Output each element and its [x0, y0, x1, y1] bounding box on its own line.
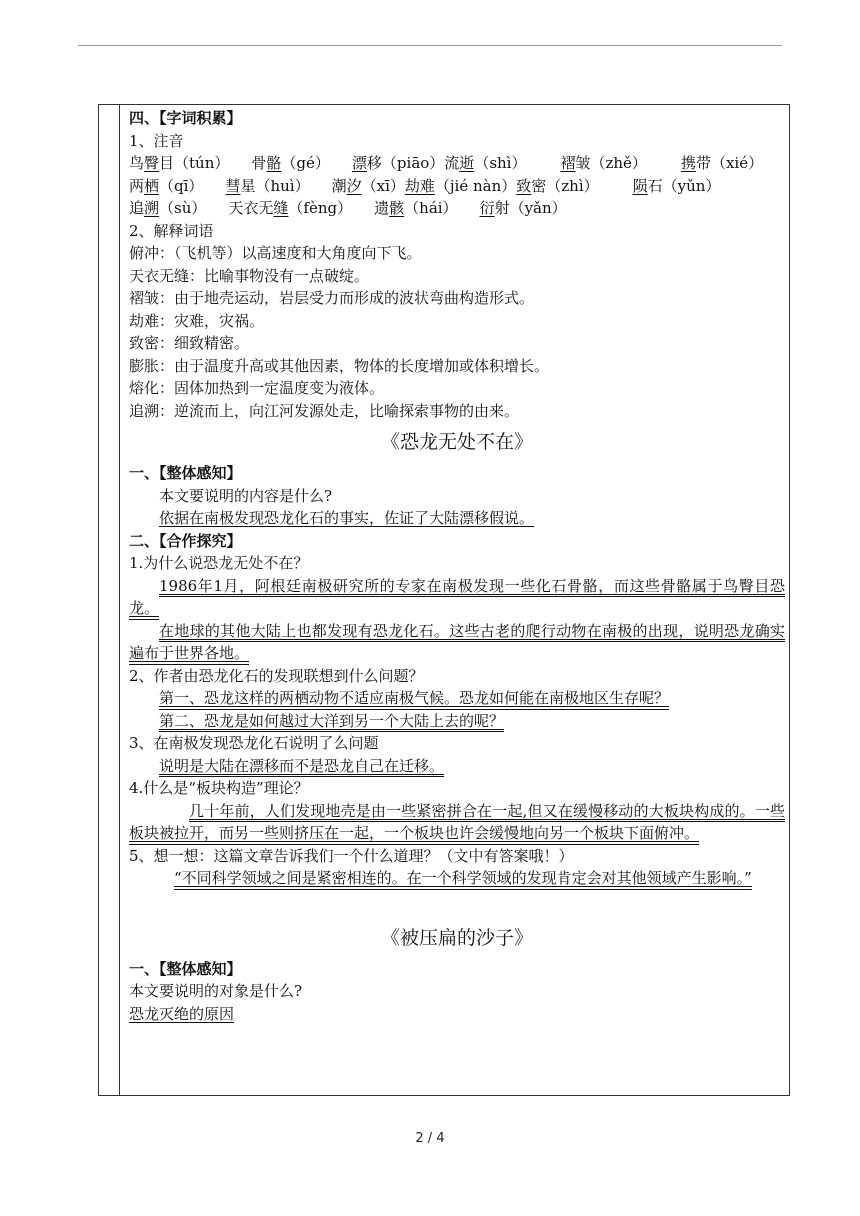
question: 5、想一想：这篇文章告诉我们一个什么道理？（文中有答案哦！） [129, 846, 574, 865]
lesson-title: 《恐龙无处不在》 [380, 431, 533, 453]
pronunciation-line: 追溯（sù） 天衣无缝（fèng） 遗骸（hái） 衍射（yǎn） [129, 199, 567, 217]
answer: 第二、恐龙是如何越过大洋到另一个大陆上去的呢？ [159, 711, 505, 730]
definition: 俯冲：（飞机等）以高速度和大角度向下飞。 [129, 244, 422, 262]
answer: “不同科学领域之间是紧密相连的。在一个科学领域的发现肯定会对其他领域产生影响。” [174, 869, 752, 887]
section-heading: 二、【合作探究】 [129, 531, 242, 550]
pronunciation-line: 两栖（qī） 彗星（huì） 潮汐（xī）劫难（jié nàn）致密（zhì） 陨石（yǔn） [129, 176, 721, 195]
section-heading: 四、【字词积累】 [129, 109, 242, 127]
question: 本文要说明的对象是什么? [129, 982, 303, 1000]
table-left-column [99, 105, 120, 1095]
content-table [98, 104, 790, 1096]
definition: 追溯：逆流而上，向江河发源处走，比喻探索事物的由来。 [129, 401, 520, 420]
answer: 说明是大陆在漂移而不是恐龙自己在迁移。 [159, 756, 445, 775]
section-heading: 一、【整体感知】 [129, 959, 242, 978]
answer: 第一、恐龙这样的两栖动物不适应南极气候。恐龙如何能在南极地区生存呢？ [159, 689, 670, 707]
definition: 熔化：固体加热到一定温度变为液体。 [129, 379, 385, 397]
subheading: 1、注音 [129, 131, 184, 150]
table-content-cell [129, 107, 785, 1025]
subheading: 2、解释词语 [129, 221, 214, 240]
question: 2、作者由恐龙化石的发现联想到什么问题？ [129, 666, 424, 685]
question: 3、在南极发现恐龙化石说明了么问题 [129, 734, 379, 752]
pronunciation-line: 鸟臀目（tún） 骨骼（gé） 漂移（piāo）流逝（shì） 褶皱（zhě） 携带（xié） [129, 154, 764, 172]
answer: 依据在南极发现恐龙化石的事实，佐证了大陆漂移假说。 [159, 509, 535, 527]
answer: 恐龙灭绝的原因 [129, 1004, 235, 1023]
definition: 天衣无缝：比喻事物没有一点破绽。 [129, 266, 370, 285]
definition: 膨胀：由于温度升高或其他因素，物体的长度增加或体积增长。 [129, 356, 550, 375]
header-rule [78, 45, 782, 46]
question: 本文要说明的内容是什么? [159, 486, 333, 505]
question: 1.为什么说恐龙无处不在？ [129, 554, 309, 572]
question: 4.什么是“板块构造”理论？ [129, 779, 309, 797]
section-heading: 一、【整体感知】 [129, 464, 242, 482]
answer: 在地球的其他大陆上也都发现有恐龙化石。这些古老的爬行动物在南极的出现，说明恐龙确实遍布于世界各地。 [129, 621, 785, 662]
answer: 几十年前，人们发现地壳是由一些紧密拼合在一起,但又在缓慢移动的大板块构成的。一些板块被拉开，而另一些则挤压在一起，一个板块也许会缓慢地向另一个板块下面俯冲。 [129, 801, 785, 842]
page-number: 2 / 4 [415, 1131, 445, 1146]
definition: 劫难：灾难，灾祸。 [129, 311, 265, 330]
lesson-title: 《被压扁的沙子》 [380, 926, 533, 949]
definition: 致密：细致精密。 [129, 334, 250, 352]
answer: 1986年1月，阿根廷南极研究所的专家在南极发现一些化石骨骼，而这些骨骼属于鸟臀目恐龙。 [129, 576, 785, 617]
definition: 褶皱：由于地壳运动，岩层受力而形成的波状弯曲构造形式。 [129, 289, 535, 307]
